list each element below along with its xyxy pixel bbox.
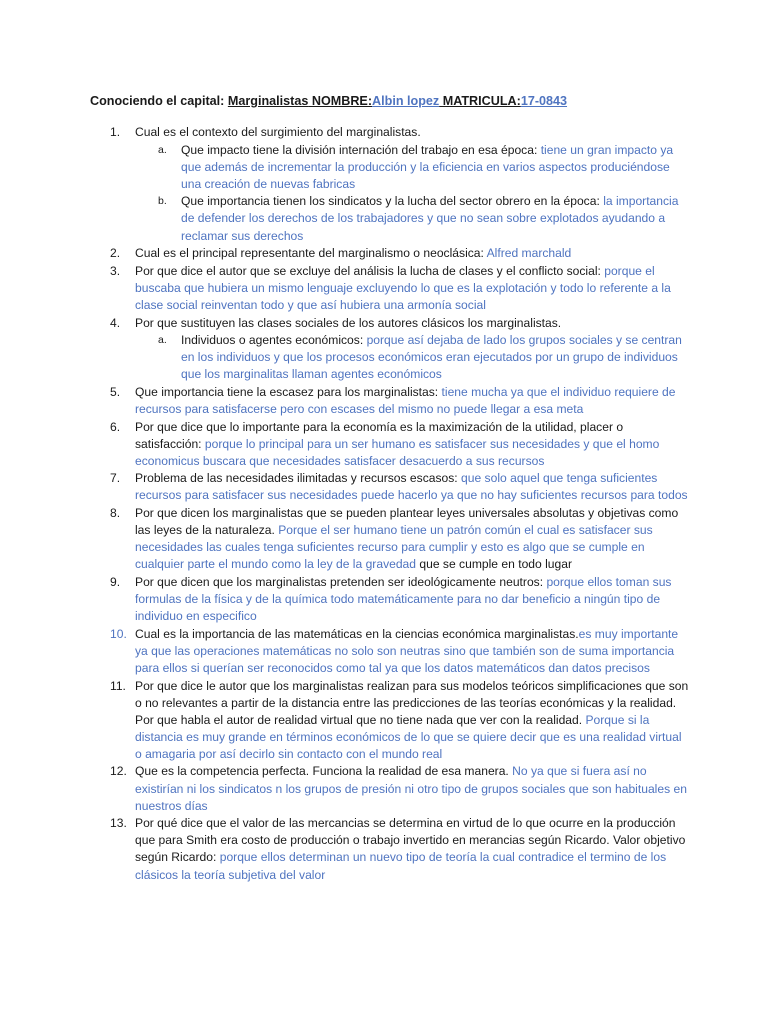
question-1a: [90, 142, 690, 193]
answer-text: la importancia de defender los derechos de los trabajadores y que no sean sobre explotados ayudando a reclamar sus derechos: [181, 194, 679, 243]
question-1b: [90, 193, 690, 244]
question-1: [90, 124, 690, 141]
question-number: 6.: [110, 419, 121, 434]
question-text: Por que dice que lo importante para la economía es la maximización de la utilidad, placer o satisfacción:: [135, 419, 624, 451]
question-text: Cual es el contexto del surgimiento del marginalistas.: [135, 125, 421, 139]
question-text: Por que sustituyen las clases sociales de los autores clásicos los marginalistas.: [135, 315, 562, 330]
answer-text: tiene mucha ya que el individuo requiere de recursos para satisfacerse pero con escases del mismo no puede llegar a esa meta: [135, 384, 676, 416]
title-prefix: Conociendo el capital:: [90, 94, 228, 108]
question-text: Por que dicen los marginalistas que se pueden plantear leyes universales absolutas y objetivas como las leyes de la naturaleza.: [135, 506, 679, 538]
question-text: Por que dicen que los marginalistas pretenden ser ideológicamente neutros:: [135, 574, 547, 589]
question-8: [90, 505, 690, 573]
question-number: 13.: [110, 816, 127, 831]
answer-text: que solo aquel que tenga suficientes recursos para satisfacer sus necesidades puede hacerlo ya que no hay suficientes recursos para todos: [135, 471, 688, 503]
title-nombre: Albin lopez: [372, 94, 440, 108]
question-text: Que importancia tienen los sindicatos y la lucha del sector obrero en la época:: [181, 194, 604, 209]
title-topic: Marginalistas: [227, 94, 309, 108]
question-number: 1.: [110, 125, 121, 139]
question-text: Individuos o agentes económicos:: [181, 333, 367, 348]
question-number: 4.: [110, 315, 121, 330]
question-4a: [90, 332, 690, 383]
question-number: 7.: [110, 471, 121, 486]
answer-text: Porque el ser humano tiene un patrón común el cual es satisfacer sus necesidades las cuales tenga suficientes recurso para cumplir y esto es algo que se cumple en cualquier parte el mundo como la ley de la gravedad: [135, 523, 653, 572]
question-text: Cual es la importancia de las matemáticas en la ciencias económica marginalistas.: [135, 626, 579, 641]
answer-text: Porque si la distancia es muy grande en términos económicos de lo que se quiere decir que es una realidad virtual o amagaria por así decirlo sin contacto con el mundo real: [135, 712, 682, 761]
question-text: Por que dice le autor que los marginalistas realizan para sus modelos teóricos simplificaciones que son o no relevantes a partir de la distancia entre las predicciones de las teorías económicas y la realidad. Por que habla el autor de realidad virtual que no tiene nada que ver con la realidad.: [135, 678, 689, 727]
question-number: 3.: [110, 263, 121, 278]
subquestion-letter: a.: [158, 143, 167, 156]
question-text: Problema de las necesidades ilimitadas y recursos escasos:: [135, 471, 462, 486]
question-10: [90, 626, 690, 677]
question-text: Por que dice el autor que se excluye del análisis la lucha de clases y el conflicto social:: [135, 263, 605, 278]
question-text: Por qué dice que el valor de las mercancias se determina en virtud de lo que ocurre en la producción que para Smith era costo de producción o trabajo invertido en merancias según Ricardo. Valor objetivo según Ricardo:: [135, 816, 686, 865]
subquestion-letter: b.: [158, 195, 167, 208]
question-text: Cual es el principal representante del marginalismo o neoclásica:: [135, 246, 487, 261]
answer-text: porque así dejaba de lado los grupos sociales y se centran en los individuos y que los procesos económicos eran ejecutados por un grupo de individuos que los marginalitas llaman agentes económicos: [181, 333, 682, 382]
subquestion-letter: a.: [158, 334, 167, 347]
answer-text: tiene un gran impacto ya que además de incrementar la producción y la eficiencia en varios aspectos produciéndose una creación de nuevas fabricas: [181, 142, 674, 191]
question-5: [90, 384, 690, 418]
answer-text: porque ellos toman sus formulas de la física y de la química todo matemáticamente para no dar beneficio a ningún tipo de individuo en especifico: [135, 574, 672, 624]
question-12: [90, 763, 690, 814]
question-4: [90, 315, 690, 332]
answer-text: porque ellos determinan un nuevo tipo de teoría la cual contradice el termino de los clásicos la teoría subjetiva del valor: [135, 850, 667, 882]
question-number: 10.: [110, 626, 127, 641]
question-7: [90, 470, 690, 504]
question-text: Que es la competencia perfecta. Funciona la realidad de esa manera.: [135, 764, 513, 779]
question-9: [90, 574, 690, 625]
answer-text: porque el buscaba que hubiera un mismo lenguaje excluyendo lo que es la explotación y todo lo referente a la clase social reinventan todo y que así hubiera una armonía social: [135, 263, 671, 312]
question-11: [90, 678, 690, 763]
answer-tail: que se cumple en todo lugar: [416, 557, 572, 572]
question-3: [90, 263, 690, 314]
question-2: [90, 245, 690, 262]
answer-text: es muy importante ya que las operaciones matemáticas no solo son neutras sino que también son de suma importancia para ellos si querían ser reconocidos como tal ya que los datos matemáticos dan datos precisos: [135, 626, 679, 675]
question-number: 5.: [110, 384, 121, 399]
question-list: [90, 124, 690, 884]
question-number: 8.: [110, 506, 121, 521]
document-title: [90, 92, 690, 110]
question-number: 9.: [110, 574, 121, 589]
answer-text: porque lo principal para un ser humano es satisfacer sus necesidades y que el homo economicus buscara que necesidades satisfacer desacuerdo a sus recursos: [135, 436, 660, 468]
title-matricula: 17-0843: [520, 94, 568, 108]
answer-text: No ya que si fuera así no existirían ni los sindicatos n los grupos de presión ni otro tipo de grupos sociales que son habituales en nuestros días: [135, 764, 687, 813]
question-number: 11.: [110, 678, 126, 693]
question-text: Que impacto tiene la división internación del trabajo en esa época:: [181, 142, 541, 157]
question-13: [90, 815, 690, 883]
question-text: Que importancia tiene la escasez para los marginalistas:: [135, 384, 442, 399]
title-nombre-label: NOMBRE:: [308, 94, 373, 108]
question-6: [90, 419, 690, 470]
question-number: 12.: [110, 764, 127, 779]
answer-text: Alfred marchald: [486, 246, 572, 261]
question-number: 2.: [110, 246, 121, 261]
title-matricula-label: MATRICULA:: [439, 94, 521, 108]
